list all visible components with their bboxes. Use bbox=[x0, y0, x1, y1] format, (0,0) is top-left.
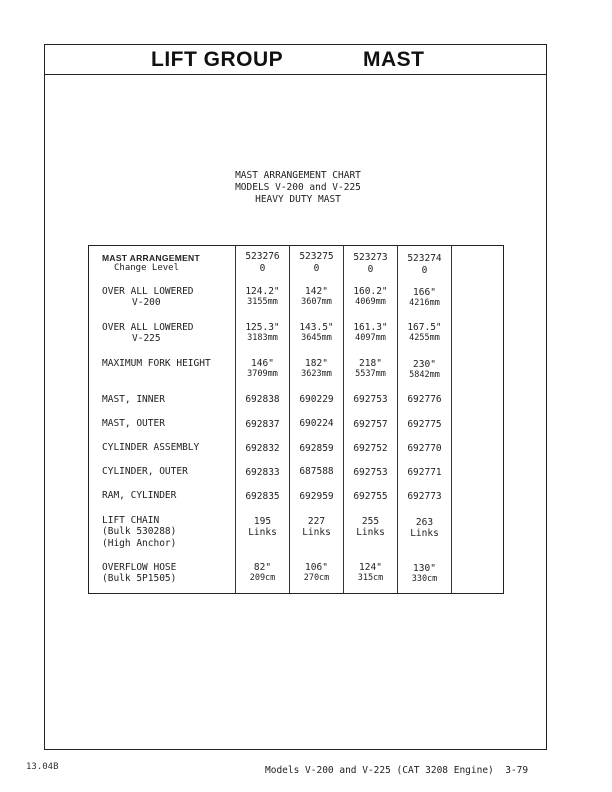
table-row bbox=[89, 510, 504, 556]
value-mm: 4097mm bbox=[355, 333, 386, 343]
blank-column bbox=[452, 556, 504, 594]
value-cm: 209cm bbox=[249, 573, 276, 583]
table-cell: 692757 bbox=[344, 414, 398, 438]
document-code: 13.04B bbox=[26, 762, 59, 772]
table-header-row bbox=[89, 246, 504, 282]
change-level: 0 bbox=[367, 263, 374, 275]
row-label bbox=[89, 354, 236, 390]
table-cell bbox=[236, 318, 290, 354]
table-row bbox=[89, 462, 504, 486]
table-cell: 692776 bbox=[398, 390, 452, 414]
table-cell bbox=[290, 510, 344, 556]
value-mm: 3623mm bbox=[301, 369, 332, 379]
row-sublabel: V-225 bbox=[132, 332, 161, 344]
value-in: 167.5" bbox=[407, 321, 442, 333]
blank-column bbox=[452, 354, 504, 390]
table-cell: 692773 bbox=[398, 486, 452, 510]
blank-column bbox=[452, 318, 504, 354]
value-cm: 270cm bbox=[303, 573, 330, 583]
page-number: 3-79 bbox=[505, 765, 529, 776]
table-cell bbox=[236, 282, 290, 318]
table-cell: 692837 bbox=[236, 414, 290, 438]
table-row bbox=[89, 354, 504, 390]
blank-column bbox=[452, 486, 504, 510]
table-cell bbox=[290, 556, 344, 594]
table-cell bbox=[236, 354, 290, 390]
table-cell: 692775 bbox=[398, 414, 452, 438]
value-in: 130" bbox=[413, 562, 436, 574]
table-cell: 687588 bbox=[290, 462, 344, 486]
value-mm: 3645mm bbox=[301, 333, 332, 343]
table-cell bbox=[290, 354, 344, 390]
value-in: 143.5" bbox=[299, 321, 334, 333]
value-mm: 4216mm bbox=[409, 298, 440, 308]
column-header bbox=[290, 246, 344, 282]
link-unit: Links bbox=[248, 527, 277, 538]
part-number: 523273 bbox=[353, 252, 388, 263]
table-row bbox=[89, 438, 504, 462]
table-cell: 692753 bbox=[344, 390, 398, 414]
value-mm: 3183mm bbox=[247, 333, 278, 343]
row-sublabel: (Bulk 5P1505) bbox=[102, 573, 177, 584]
mast-arrangement-table bbox=[88, 245, 504, 594]
change-level: 0 bbox=[421, 264, 428, 276]
table-cell bbox=[398, 510, 452, 556]
header-sublabel: Change Level bbox=[114, 263, 180, 273]
value-in: 161.3" bbox=[353, 321, 388, 333]
table-row bbox=[89, 318, 504, 354]
row-label: MAST, INNER bbox=[102, 393, 165, 405]
table-cell: 692770 bbox=[398, 438, 452, 462]
row-label bbox=[89, 282, 236, 318]
table-cell: 692832 bbox=[236, 438, 290, 462]
link-count: 255 bbox=[361, 515, 380, 527]
column-header bbox=[236, 246, 290, 282]
chart-title-line-2: MODELS V-200 and V-225 bbox=[235, 182, 361, 193]
table-cell: 692771 bbox=[398, 462, 452, 486]
table-cell bbox=[344, 354, 398, 390]
change-level: 0 bbox=[313, 262, 320, 274]
footer-model-text: Models V-200 and V-225 (CAT 3208 Engine) bbox=[265, 765, 494, 776]
blank-column bbox=[452, 462, 504, 486]
row-label bbox=[89, 556, 236, 594]
row-label-text: OVERFLOW HOSE bbox=[102, 561, 177, 573]
table-row bbox=[89, 390, 504, 414]
value-in: 124" bbox=[359, 561, 382, 573]
table-cell bbox=[344, 318, 398, 354]
link-count: 227 bbox=[307, 515, 326, 527]
table-cell bbox=[236, 510, 290, 556]
value-in: 182" bbox=[305, 357, 328, 369]
row-label: MAST, OUTER bbox=[102, 417, 165, 429]
part-number: 523276 bbox=[245, 251, 280, 262]
table-cell: 692835 bbox=[236, 486, 290, 510]
page-footer bbox=[265, 765, 528, 776]
blank-column bbox=[452, 390, 504, 414]
table-cell: 692833 bbox=[236, 462, 290, 486]
table-cell bbox=[344, 282, 398, 318]
row-sublabel: V-200 bbox=[132, 296, 161, 308]
row-label-text: MAXIMUM FORK HEIGHT bbox=[102, 357, 211, 369]
blank-column bbox=[452, 246, 504, 282]
table-cell: 690229 bbox=[290, 390, 344, 414]
table-cell bbox=[398, 354, 452, 390]
value-in: 218" bbox=[359, 357, 382, 369]
row-sublabel: (High Anchor) bbox=[102, 537, 177, 549]
table-cell bbox=[398, 556, 452, 594]
value-in: 230" bbox=[413, 358, 436, 370]
column-header bbox=[344, 246, 398, 282]
group-title: LIFT GROUP bbox=[151, 48, 284, 71]
value-mm: 5842mm bbox=[409, 370, 440, 380]
table-row bbox=[89, 486, 504, 510]
table-cell: 692752 bbox=[344, 438, 398, 462]
link-unit: Links bbox=[356, 527, 385, 538]
value-cm: 330cm bbox=[411, 574, 438, 584]
value-mm: 5537mm bbox=[355, 369, 386, 379]
table-cell bbox=[344, 556, 398, 594]
value-in: 125.3" bbox=[245, 321, 280, 333]
table-row bbox=[89, 282, 504, 318]
chart-title bbox=[180, 170, 416, 206]
row-label: CYLINDER ASSEMBLY bbox=[102, 441, 200, 453]
value-in: 160.2" bbox=[353, 285, 388, 297]
value-in: 166" bbox=[413, 286, 436, 298]
value-in: 124.2" bbox=[245, 285, 280, 297]
row-label: CYLINDER, OUTER bbox=[102, 465, 188, 477]
value-in: 82" bbox=[253, 561, 272, 573]
table-cell: 692859 bbox=[290, 438, 344, 462]
link-count: 195 bbox=[253, 515, 272, 527]
header-band bbox=[45, 45, 546, 75]
value-mm: 4069mm bbox=[355, 297, 386, 307]
blank-column bbox=[452, 438, 504, 462]
row-sublabel: (Bulk 530288) bbox=[102, 526, 177, 537]
table-cell: 692959 bbox=[290, 486, 344, 510]
value-in: 142" bbox=[305, 285, 328, 297]
header-label: MAST ARRANGEMENT bbox=[102, 253, 200, 263]
link-unit: Links bbox=[410, 528, 439, 539]
value-mm: 3709mm bbox=[247, 369, 278, 379]
row-label-text: OVER ALL LOWERED bbox=[102, 285, 194, 297]
link-unit: Links bbox=[302, 527, 331, 538]
row-label-text: OVER ALL LOWERED bbox=[102, 321, 194, 333]
blank-column bbox=[452, 510, 504, 556]
value-mm: 4255mm bbox=[409, 333, 440, 343]
table-cell bbox=[344, 510, 398, 556]
blank-column bbox=[452, 414, 504, 438]
table-cell: 692755 bbox=[344, 486, 398, 510]
row-label: RAM, CYLINDER bbox=[102, 489, 177, 501]
table-cell: 692753 bbox=[344, 462, 398, 486]
value-mm: 3607mm bbox=[301, 297, 332, 307]
value-cm: 315cm bbox=[357, 573, 384, 583]
table-cell: 690224 bbox=[290, 414, 344, 438]
table-cell: 692838 bbox=[236, 390, 290, 414]
table-cell bbox=[236, 556, 290, 594]
table-row bbox=[89, 414, 504, 438]
table-cell bbox=[398, 318, 452, 354]
change-level: 0 bbox=[259, 262, 266, 274]
table-cell bbox=[398, 282, 452, 318]
row-label-text: LIFT CHAIN bbox=[102, 514, 160, 526]
row-label bbox=[89, 318, 236, 354]
table-cell bbox=[290, 318, 344, 354]
part-number: 523274 bbox=[407, 253, 442, 264]
value-in: 146" bbox=[251, 357, 274, 369]
chart-title-line-1: MAST ARRANGEMENT CHART bbox=[235, 170, 361, 181]
header-label-cell bbox=[89, 246, 236, 282]
value-mm: 3155mm bbox=[247, 297, 278, 307]
column-header bbox=[398, 246, 452, 282]
value-in: 106" bbox=[305, 561, 328, 573]
section-title: MAST bbox=[363, 48, 425, 71]
row-label bbox=[89, 510, 236, 556]
blank-column bbox=[452, 282, 504, 318]
table-row bbox=[89, 556, 504, 594]
part-number: 523275 bbox=[299, 251, 334, 262]
link-count: 263 bbox=[415, 516, 434, 528]
table-cell bbox=[290, 282, 344, 318]
chart-title-line-3: HEAVY DUTY MAST bbox=[255, 194, 341, 205]
